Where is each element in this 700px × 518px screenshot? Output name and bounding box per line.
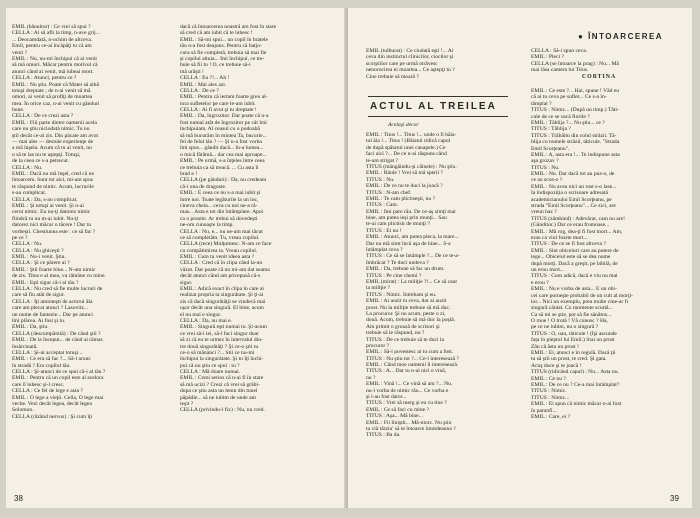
text-line: TITUS : Nu.: [366, 176, 395, 183]
text-line: TITUS : Vrei să merg şi eu cu tine ?: [366, 400, 447, 407]
text-line: EMIL : Ce să faci cu mine ?: [366, 406, 430, 413]
text-line: EMIL : Când moe oamenii îl interesează.: [366, 362, 459, 369]
text-line: Acuş duce şi te joacă !: [531, 362, 582, 369]
text-line: TITUS (zâmbind) : Adevărat, cam nu are!: [531, 215, 625, 222]
text-line: că ai tu ceva pe suflet... Ce s-a în-: [531, 94, 607, 101]
text-line: care să fiu atât de sigur.: [12, 292, 65, 299]
text-line: EMIL : Da, trebuie să fac un drum.: [366, 266, 445, 273]
text-line: EMIL : Crezi serios că n-ai fi în stare: [180, 375, 264, 382]
text-line: CELLA : Şi ce părere ai ?: [12, 260, 70, 267]
text-line: CELLA : Ce fel de lege e asta ?: [12, 388, 83, 395]
text-line: EMIL : Vină !... Ce vină să am ?... Nu.: [366, 381, 453, 388]
text-line: ne-om cunoaşte la timp.: [180, 222, 234, 229]
text-line: între noi. Toate legăturile la un loc,: [180, 196, 259, 203]
text-line: EMIL : Nu ştiu. Poate că Matei să aibă: [12, 81, 99, 88]
text-line: TITUS : Nu.: [531, 164, 560, 171]
text-line: fel de felul tău ? — Şi n-a fost vorba: [180, 139, 262, 146]
text-line: CELLA (se întoarce la prag) : Nu... Mă: [531, 60, 619, 67]
text-line: La procuror. Şi nu acum, peste o zi,: [366, 310, 446, 317]
text-line: să mă bucurăm în mintea Ta, bucurie...: [180, 132, 267, 139]
text-line: Cine trebuie să moară ?: [366, 73, 419, 80]
text-line: o mică fărâmă... dar cea mai aproape...: [180, 151, 267, 158]
text-line: CELLA : Să-i spun ceva.: [531, 48, 588, 54]
text-line: TITUS : Nimic... (După un timp.) Tăti-: [531, 107, 619, 114]
text-line: EMIL : De la început... de când ai rămas: [12, 337, 103, 344]
text-line: bune.: [12, 107, 25, 114]
text-line: sigur.: [180, 279, 193, 286]
text-line: Emil, pentru ce-ai încăpăţi tu că am: [12, 43, 92, 50]
right-page-number: 39: [670, 494, 679, 503]
text-line: CELLA (râzând nervos) : Şi cum îţi: [12, 413, 93, 420]
text-line: un erou mort...: [531, 266, 565, 273]
text-line: CELLA : Da, s-au complicat.: [12, 196, 78, 203]
text-line: academicianului Emil Scorţeanu, pe: [531, 196, 612, 203]
text-line: trebuie să le răspund, nu ?: [366, 330, 425, 337]
text-line: pui că nu ştiu ce spui : tu ?: [180, 362, 240, 369]
text-line: EMIL (mirat) : La miliţie ?!... Ce să caut: [366, 278, 457, 285]
text-line: nu ?: [366, 374, 376, 381]
text-line: TITUS : Tăblija ?: [531, 126, 571, 133]
text-line: însărcinată.: [12, 343, 38, 350]
text-line: lege... Obiceiul este să se dea nume: [531, 254, 611, 261]
text-line: Zău că ăsta un prost !: [531, 343, 579, 350]
text-line: două. Acum, trebuie să mă duc la poştă.: [366, 317, 456, 324]
text-line: şi copilul altuia... Îmi închipui, ce tre-: [180, 55, 265, 62]
text-line: ceva din instinctul clinicilor, ciocilor şi: [366, 54, 454, 61]
text-line: EMIL : Ei, atunci e în regulă. Dacă ţii: [531, 350, 616, 357]
text-line: TITUS : Nimic. Întrebam şi eu.: [366, 291, 437, 298]
text-line: CELLA : Eu ?!... Ah !: [180, 75, 230, 82]
text-line: — mai ales — destule experienţe de: [12, 139, 94, 146]
text-line: EMIL : Pleci ?: [531, 54, 564, 61]
text-line: pe ce ?: [12, 234, 28, 241]
text-line: CELLA : De ce crezi asta ?: [12, 113, 74, 120]
text-line: tre două singurătăţi ? Şi ce-o ştii tu: [180, 343, 259, 350]
text-line: EMIL : Îmi pare rău. De ce-aş simţi mai: [366, 208, 456, 215]
text-line: mas... Asta e tot din întâmplare. Apoi: [180, 209, 264, 216]
text-line: EMIL (bănuitor) : Ce vrei să spui ?: [12, 24, 91, 30]
text-line: CELLA : Cred că în clipa când la-un: [180, 260, 263, 267]
text-line: ştii decât ce-ai zis. Din păcate am avut: [12, 132, 99, 139]
text-line: scorpiilor care pe urmă otrăvesc: [366, 60, 438, 67]
text-line: cerut nimic. Eu nu-ţi datorez nimic: [12, 209, 91, 216]
text-line: te-am strigat ?: [366, 157, 398, 164]
text-line: buie să fii tu ! O, ce trebuie să-i: [180, 62, 251, 69]
text-line: singură căutat. Cu momente scurtă...: [531, 305, 613, 312]
text-line: EMIL : Adică exact în clipa în care ai: [180, 286, 264, 293]
text-line: CELLA : Ai să afli la timp, n-ave grij...: [12, 30, 100, 37]
text-line: TITUS : O, uau, tăticule ! (Îşi ascunde: [531, 330, 617, 337]
text-line: Dar nu mă simt încă aşa de bine... S-a: [366, 240, 451, 247]
text-line: ca o prostie. Ar trebui să dovedeşti: [180, 215, 258, 222]
text-line: prost. Nu la miliţie trebuie să mă duc.: [366, 304, 451, 311]
text-line: Emil Scorţeanu".: [531, 145, 570, 152]
text-line: EMIL : Te cam plictiseşti, nu ?: [366, 195, 436, 202]
act-rule-top: [368, 96, 508, 97]
text-line: închipui la singurătate. Şi tu îţi închi-: [180, 356, 264, 363]
curtain-label: CORTINA: [582, 74, 617, 80]
text-line: EMIL : Da, ştiu.: [12, 324, 49, 331]
text-line: tâmplat ?: [531, 100, 552, 107]
text-line: EMIL : Cum tu venit ideea asta ?: [180, 254, 255, 261]
text-line: cineva cheia... ceva cu noi ne-a ră-: [180, 202, 258, 209]
text-line: în pantofi...: [531, 407, 557, 414]
text-line: o să te las nu te aştepţi. Totuşi,: [12, 151, 81, 158]
text-line: ieşit ?: [180, 401, 194, 408]
text-line: îmi plăcea. Ai fost şi tu.: [12, 317, 66, 324]
text-line: CELLA (privindu-l fix) : Nu, nu cred.: [180, 407, 265, 414]
text-line: EMIL : Ei spun că nimic măcar n-ai fost: [531, 401, 622, 408]
text-line: de după spătarul unei canapele.) Ce: [366, 144, 446, 151]
text-line: EMIL : De ce nu ? Ce-a mai întâmplat?: [531, 381, 620, 388]
text-line: cei care porneşte probabil de un cult al morţi-: [531, 292, 633, 299]
text-line: omori, ai venit să profiţi de moartea: [12, 94, 93, 101]
text-line: EMIL : Să-mi spui... un copil în bratele: [180, 36, 269, 43]
text-line: uşor decât una singură. El bine, acum: [180, 305, 264, 312]
text-line: TITUS : Nimic...: [531, 394, 570, 401]
text-line: întâmplat ceva ?: [366, 247, 403, 254]
text-line: TITUS : Trăbăitu din colul străzii. Tă-: [531, 132, 617, 139]
text-line: EMIL : Ştii foarte bine... N-am nimic: [12, 266, 96, 273]
text-line: închipuiam. Al ceasul cu o podoabă: [180, 126, 260, 133]
running-title: ● ÎNTOARCEREA: [578, 32, 664, 41]
text-line: procuror ?: [366, 342, 390, 349]
text-line: EMIL : Pentru că un copil este al acelora: [12, 375, 104, 382]
text-line: tora sufletelor pe care le-am iubit.: [180, 100, 256, 107]
text-line: aşa grozav ?: [531, 158, 559, 165]
text-line: CELLA : De ce ?: [180, 87, 219, 94]
text-line: CELLA : Şi-atunci de ce spui că-i al tău ?: [12, 369, 106, 376]
text-line: nu-i vorba de nimic rău... Ce vorba e: [366, 387, 449, 394]
text-line: nenorocirea ei moartea... Ce aştepţi tu ?: [366, 67, 455, 74]
text-line: CELLA : Nu ghiceşti ?: [12, 247, 64, 254]
text-line: EMIL : Dacă nu mă înşel, cred că ne: [12, 170, 94, 177]
text-line: (Gânditor.) Dar ce erau frumoase...: [531, 222, 610, 229]
text-line: EMIL : Tăblija ?... Nu ştiu... ce ?: [531, 119, 605, 126]
text-line: atunci când ai venit, mă iubeai mort.: [12, 68, 94, 75]
text-line: EMIL : Nu avea nici un rost s-o lase...: [531, 183, 617, 190]
text-line: mea. În orice caz, n-ai venit cu gânduri: [12, 100, 100, 107]
text-line: lor... Nici un exemplu, prea multe cine-ar fi: [531, 298, 629, 305]
text-line: EMIL : Nu e vorba de asta... E un obi-: [531, 286, 617, 293]
text-line: de zis. Titus e al meu, va rămâne cu mine.: [12, 273, 106, 280]
text-line: EMIL : Nu. Dar dacă tot au pus-o, de: [531, 171, 615, 178]
right-column-1-top: [366, 48, 455, 80]
text-line: EMIL : Ce nu ?: [531, 375, 566, 382]
act-rule-bottom: [368, 116, 508, 117]
text-line: la miliţie ?: [366, 285, 390, 292]
text-line: mă urăşti !: [180, 68, 204, 75]
text-line: CELLA : Nu, e... nu ne-am mai tăcut: [180, 228, 263, 235]
text-line: faci aici ?... De ce n-ai răspuns când: [366, 151, 447, 158]
left-page: [6, 8, 347, 508]
text-line: TITUS : Ba da.: [366, 432, 401, 439]
text-line: el nu mai e singur.: [180, 311, 222, 318]
text-line: cu compătimirea ta. Vreau copilul.: [180, 247, 258, 254]
text-line: datorez nici măcar o tăcere ! Dar tu: [12, 222, 92, 229]
text-line: zis că dacă singurătăţii se vindecă mai: [180, 298, 266, 305]
text-line: care nu ştiu niciodată nimic. Tu nu: [12, 126, 90, 133]
text-line: TITUS (ridicând capul) : Nu... Asta nu.: [531, 369, 619, 376]
text-line: decât atunci când am pricepusă că-s: [180, 273, 261, 280]
text-line: EMIL : Fiii parte dintre oamenii acela: [12, 119, 97, 126]
text-line: CELLA : Nu.: [12, 164, 43, 171]
text-line: pe ce ne iubim, nu o singură ?: [531, 324, 599, 331]
text-line: EMIL : O lege a vieţii. Cella, O lege mai: [12, 394, 104, 401]
text-line: întoarcem. Sunt tot aici, mi-am spus: [12, 177, 93, 184]
text-line: CELLA (pe gânduri) : Da, nu credeam: [180, 177, 267, 184]
text-line: EMIL : Râule ! Vrei să mă sperii ?: [366, 170, 444, 177]
text-line: TITUS : Nu ştiu tot ?... Ce-l interesează ?: [366, 355, 460, 362]
right-column-1: [366, 132, 460, 439]
text-line: s-au complicat.: [12, 190, 47, 197]
text-line: EMIL : De ce nu te duci la joacă ?: [366, 183, 443, 190]
text-line: EMIL : Pentru că iertam foarte greu al-: [180, 94, 268, 101]
text-line: şi i-au fost dator...: [366, 394, 407, 401]
text-line: EMIL : Sint obiceiuri care au putere de: [531, 247, 619, 254]
text-line: TITUS : Cum adică, dacă e viu nu mai: [531, 273, 618, 280]
text-line: veche. Vezi decât legea, decât legea: [12, 401, 92, 408]
text-line: EMIL : Mă rog, dea-ţi fi fost mort... Am,: [531, 228, 623, 235]
text-line: TITUS : De ce se fi fost altceva ?: [531, 241, 606, 248]
text-line: EMIL : Da, îngrozitor. Dar poate că n-a: [180, 113, 269, 120]
text-line: să cred că am iubit că te iubesc !: [180, 30, 253, 37]
text-line: CELLA : Da, nu mai e.: [180, 317, 233, 324]
text-line: TITUS : De ce trebuie să te duci la: [366, 336, 444, 343]
text-line: CELLA : Şi-ai acceptat totuşi...: [12, 349, 83, 356]
text-line: ce să completăm. Tu, vreau copilul.: [180, 234, 260, 241]
text-line: te răspund de nimic. Acum, lucrurile: [12, 183, 94, 190]
text-line: EMIL : Pe urmă, s-a înţeles între ceea: [180, 158, 265, 165]
text-line: EMIL : Atunci, am putea pleca, la mare...: [366, 234, 459, 241]
text-line: tău n-a fost deajuns. Pentru că batjo-: [180, 43, 262, 50]
stage-decor: Acelaşi decor: [388, 122, 419, 128]
text-line: să mă ucizi ? Crezi că vrei să grăbi-: [180, 381, 260, 388]
text-line: e erou ?: [531, 279, 549, 286]
text-line: EMIL : Să-i povestesc ai tu cum a fost.: [366, 349, 454, 356]
text-line: după morţi. Dacă a greşit, pe bibilă, de: [531, 260, 618, 267]
right-page: [348, 8, 692, 508]
text-line: cura să fie completă, trebuia să mai fie: [180, 49, 267, 56]
right-column-2: [531, 88, 633, 420]
text-line: fața în pieptul lui Emil.) Stai un prost: [531, 337, 615, 344]
text-line: EMIL (tulburat) : Ce ciudată eşti !... Ai: [366, 48, 454, 54]
text-line: totuşi dreptate ; de n-ai venit să mă: [12, 87, 91, 94]
text-line: EMIL : Eşti sigur că-i al tău ?: [12, 279, 79, 286]
text-line: Solomon.: [12, 407, 34, 414]
text-line: îmi spus... gândit dacă... în-a lumea...: [180, 145, 264, 152]
text-line: CELLA : Nu cred să fie multe lucruri de: [12, 286, 103, 293]
text-line: Ca să mi se ştie, pot să fie sănătos...: [531, 311, 612, 318]
text-line: te-ai cam plictisit de munţi ?: [366, 221, 430, 228]
text-line: CELLA : Ai fi avut şi tu dreptate !: [180, 107, 257, 114]
text-line: fost numai atât de îngrozitor pe cât îmi: [180, 119, 267, 126]
left-page-number: 38: [14, 494, 23, 503]
text-line: CELLA : Îţi aminteşti de actorul ăla: [12, 298, 93, 305]
text-line: TITUS : Nimic.: [531, 388, 567, 395]
text-line: TITUS : Aşa... Mă bine...: [366, 413, 423, 420]
text-line: EMIL : Nu-i venit. Ştiu.: [12, 254, 66, 261]
text-line: mai lăsa camera lui Titus.: [531, 67, 589, 74]
text-line: Ia îndispoziţia o scrisoare adresată: [531, 190, 609, 197]
text-line: ce au scos-o ?: [531, 177, 563, 184]
text-line: TITUS (mângâindu-şi câinele) : Nu ştiu.: [366, 163, 457, 170]
text-line: care am plecat atunci ? Lasovitz...: [12, 305, 89, 312]
text-line: că-i una de dragoste.: [180, 183, 227, 190]
left-column-2: [180, 24, 276, 414]
text-line: strada "Emil Scorţeanu"... Ce zici, are: [531, 203, 616, 210]
text-line: să zi că eu te urmez în intervalul din-: [180, 337, 263, 344]
text-line: dupa ce ştiu asta un lemn din tunel: [180, 388, 258, 395]
text-line: văzut. Dar poate că nu mi-am dat seama: [180, 266, 270, 273]
text-line: tu ciă târziu' să te întoarce întotdeauna ?: [366, 425, 456, 432]
text-line: venit ?: [12, 49, 28, 56]
text-line: îmbrăcat ? Te duci undeva ?: [366, 259, 429, 266]
text-line: EMIL : Care, ei ?: [531, 413, 571, 420]
text-line: EMIL : Titus !... Titus !... unde o fi băia-: [366, 132, 457, 138]
text-line: TITUS : Ce să se întâmple ?... De ce te-a-: [366, 253, 460, 260]
text-line: ce vrei să-i iei, să-l faci singur doar: [180, 330, 259, 337]
text-line: păpădie... să ne iubim de unde am: [180, 394, 256, 401]
text-line: tul ăla !... Titus ! (Băiatul ridică capul: [366, 138, 451, 145]
text-line: CELLA : Mă doare numai.: [180, 369, 241, 376]
text-line: EMIL : Ce este ?... Hai, spune ! Văd eu: [531, 88, 620, 94]
text-line: de la ceea ce s-a petrecut.: [12, 158, 70, 165]
text-line: cule de ce se uscă florile ?: [531, 113, 590, 120]
text-line: bine, am putea ieşi prin munţi... Sau: [366, 215, 447, 222]
text-line: vreun haz ?: [531, 209, 557, 216]
text-line: CELLA : Nu.: [12, 241, 43, 248]
text-line: vorbeşti. Chestiunea este : ce să fac ?: [12, 228, 96, 235]
text-line: blija cu numele străzii, tăticule. "Strada: [531, 139, 620, 146]
text-line: tu să ştii un prost, te cred. Şi gata.: [531, 356, 607, 363]
text-line: un nume de fantezie... Dar pe atunci: [12, 311, 93, 318]
text-line: EMIL : Şi totuşi ai venit. Şi n-ai: [12, 202, 84, 209]
text-line: a mă înşela. Acum că tu ai venit, nu: [12, 145, 92, 152]
text-line: ... Deocamdată, n-ochim de altceva.: [12, 36, 93, 43]
text-line: Am primit o groază de scrisori şi: [366, 323, 440, 330]
text-line: EMIL : Nu, nu-mi închipui că ai venit: [12, 55, 97, 62]
text-line: TITUS : N-am chef.: [366, 189, 412, 196]
left-column-1: [12, 24, 106, 420]
text-line: erau ca viul foarte mort...: [531, 234, 588, 241]
text-line: O rnoe ! O trotă ! Vă cunosc ? Ha,: [531, 318, 608, 325]
text-line: EMIL : Fii liniştit... Mă-ntorc. Nu ştiu: [366, 419, 452, 426]
text-line: TITUS : Ei nu !: [366, 227, 402, 234]
text-line: TITUS : Cam.: [366, 202, 399, 209]
text-line: EMIL : Ce era să fac ?... Să-l arunc: [12, 356, 91, 363]
text-line: CELLA (rece) Mulţumesc. N-am ce face: [180, 241, 272, 248]
text-line: să mă omori. Măcar pentru motivul că: [12, 62, 98, 69]
text-line: fiindcă tu nu m-ai iubit. Nu-ţi: [12, 215, 79, 222]
text-line: EMIL : Mai ales azi.: [180, 81, 227, 88]
text-line: TITUS : Pe cine chemi ?: [366, 272, 422, 279]
text-line: brad e !: [180, 170, 198, 177]
text-line: EMIL : E ceea ce nu s-a mai iubit şi: [180, 190, 261, 197]
text-line: ce trebuia ca să treacă. ... Cu asta îl: [180, 164, 259, 171]
act-title: ACTUL AL TREILEA: [370, 101, 497, 112]
text-line: care îl iubesc şi-l cresc.: [12, 381, 65, 388]
text-line: EMIL : A, asta era !... Te indispune asta: [531, 151, 620, 158]
text-line: în stradă ? Era copilul tău.: [12, 362, 71, 369]
text-line: CELLA : Atunci, pentru ce ?: [12, 75, 77, 82]
text-line: dacă că întoarcerea noastră am fost în stare: [180, 24, 277, 30]
text-line: CELLA (descumpănită) : De când ştii ?: [12, 330, 101, 337]
text-line: realizat propria ta singurătate. Şi ţi-ai: [180, 292, 264, 299]
text-line: EMIL : Singură eşti numai tu. Şi-acum: [180, 324, 267, 331]
right-column-2-top: [531, 48, 619, 74]
text-line: ce-o să mănânci ?... Stii ce nu-mi: [180, 349, 255, 356]
text-line: EMIL : Ai auzit tu ceva, dar ai auzit: [366, 298, 447, 305]
text-line: TITUS : A... Dar tu n-ai nici o vină,: [366, 368, 447, 375]
